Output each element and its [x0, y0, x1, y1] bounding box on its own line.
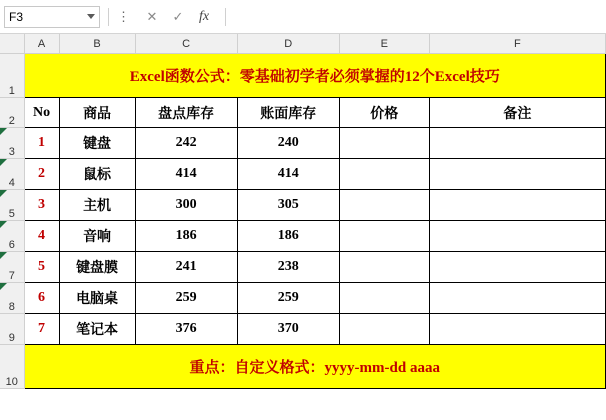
cell-remark[interactable] — [429, 252, 605, 283]
header-no[interactable]: No — [24, 98, 59, 128]
cell-no[interactable]: 4 — [24, 221, 59, 252]
select-all-corner[interactable] — [0, 34, 24, 54]
cell-product[interactable]: 键盘膜 — [59, 252, 135, 283]
header-price[interactable]: 价格 — [339, 98, 429, 128]
divider — [108, 8, 109, 26]
table-row — [0, 345, 606, 389]
name-box[interactable] — [4, 6, 100, 28]
cell-remark[interactable] — [429, 283, 605, 314]
header-book-stock[interactable]: 账面库存 — [237, 98, 339, 128]
comment-marker-icon — [0, 252, 7, 259]
column-header-c[interactable]: C — [135, 34, 237, 54]
spreadsheet-grid — [0, 34, 606, 420]
cell-no[interactable]: 5 — [24, 252, 59, 283]
comment-marker-icon — [0, 283, 7, 290]
row-header-3[interactable] — [0, 128, 24, 159]
row-header-label: 8 — [8, 301, 15, 313]
table-header-row — [0, 98, 606, 128]
row-header-9[interactable]: 9 — [0, 314, 24, 345]
row-header-8[interactable] — [0, 283, 24, 314]
cell-no[interactable]: 3 — [24, 190, 59, 221]
cell-remark[interactable] — [429, 221, 605, 252]
header-product[interactable]: 商品 — [59, 98, 135, 128]
cell-product[interactable]: 音响 — [59, 221, 135, 252]
cell-counted[interactable]: 300 — [135, 190, 237, 221]
row-header-1[interactable]: 1 — [0, 54, 24, 98]
cell-no[interactable]: 7 — [24, 314, 59, 345]
column-header-a[interactable]: A — [24, 34, 59, 54]
comment-marker-icon — [0, 128, 7, 135]
column-header-e[interactable]: E — [339, 34, 429, 54]
chevron-down-icon[interactable] — [87, 14, 95, 19]
table-row — [0, 314, 606, 345]
function-icon[interactable]: fx — [198, 8, 210, 24]
cell-price[interactable] — [339, 252, 429, 283]
cell-counted[interactable]: 186 — [135, 221, 237, 252]
cell-book[interactable]: 370 — [237, 314, 339, 345]
cell-counted[interactable]: 242 — [135, 128, 237, 159]
row-header-label: 4 — [8, 177, 15, 189]
cell-price[interactable] — [339, 314, 429, 345]
table-row — [0, 252, 606, 283]
formula-bar — [0, 0, 606, 34]
cell-book[interactable]: 305 — [237, 190, 339, 221]
column-header-row — [0, 34, 606, 54]
cell-price[interactable] — [339, 221, 429, 252]
table-row — [0, 159, 606, 190]
cell-remark[interactable] — [429, 128, 605, 159]
row-header-label: 3 — [8, 146, 15, 158]
cell-price[interactable] — [339, 128, 429, 159]
more-options-icon[interactable]: ⋮ — [117, 8, 131, 24]
comment-marker-icon — [0, 159, 7, 166]
table-row — [0, 190, 606, 221]
row-header-5[interactable] — [0, 190, 24, 221]
table-row — [0, 128, 606, 159]
cell-counted[interactable]: 259 — [135, 283, 237, 314]
row-header-6[interactable] — [0, 221, 24, 252]
formula-input[interactable] — [240, 6, 602, 28]
cell-no[interactable]: 6 — [24, 283, 59, 314]
header-counted-stock[interactable]: 盘点库存 — [135, 98, 237, 128]
cell-book[interactable]: 414 — [237, 159, 339, 190]
table-row — [0, 283, 606, 314]
cell-price[interactable] — [339, 190, 429, 221]
cell-price[interactable] — [339, 283, 429, 314]
row-header-label: 5 — [8, 208, 15, 220]
cell-book[interactable]: 186 — [237, 221, 339, 252]
header-remark[interactable]: 备注 — [429, 98, 605, 128]
cell-remark[interactable] — [429, 190, 605, 221]
cell-counted[interactable]: 376 — [135, 314, 237, 345]
cell-counted[interactable]: 414 — [135, 159, 237, 190]
table-row — [0, 54, 606, 98]
comment-marker-icon — [0, 221, 7, 228]
row-header-label: 6 — [8, 239, 15, 251]
cell-no[interactable]: 2 — [24, 159, 59, 190]
check-icon[interactable]: ✓ — [172, 8, 184, 24]
sheet-footer-note[interactable]: 重点：自定义格式：yyyy-mm-dd aaaa — [24, 345, 605, 389]
cell-book[interactable]: 259 — [237, 283, 339, 314]
cell-book[interactable]: 238 — [237, 252, 339, 283]
cell-price[interactable] — [339, 159, 429, 190]
cell-product[interactable]: 笔记本 — [59, 314, 135, 345]
sheet-table — [0, 34, 606, 389]
cell-no[interactable]: 1 — [24, 128, 59, 159]
row-header-10[interactable]: 10 — [0, 345, 24, 389]
name-box-value: F3 — [9, 9, 24, 24]
cell-product[interactable]: 电脑桌 — [59, 283, 135, 314]
row-header-4[interactable] — [0, 159, 24, 190]
table-row — [0, 221, 606, 252]
row-header-7[interactable] — [0, 252, 24, 283]
cell-remark[interactable] — [429, 159, 605, 190]
comment-marker-icon — [0, 190, 7, 197]
cell-product[interactable]: 键盘 — [59, 128, 135, 159]
column-header-f[interactable]: F — [429, 34, 605, 54]
cell-remark[interactable] — [429, 314, 605, 345]
close-icon[interactable]: ✕ — [146, 8, 158, 24]
cell-counted[interactable]: 241 — [135, 252, 237, 283]
row-header-label: 7 — [8, 270, 15, 282]
column-header-d[interactable]: D — [237, 34, 339, 54]
column-header-b[interactable]: B — [59, 34, 135, 54]
cell-product[interactable]: 主机 — [59, 190, 135, 221]
divider-2 — [225, 8, 226, 26]
cell-book[interactable]: 240 — [237, 128, 339, 159]
row-header-2[interactable]: 2 — [0, 98, 24, 128]
cell-product[interactable]: 鼠标 — [59, 159, 135, 190]
sheet-title[interactable]: Excel函数公式：零基础初学者必须掌握的12个Excel技巧 — [24, 54, 605, 98]
